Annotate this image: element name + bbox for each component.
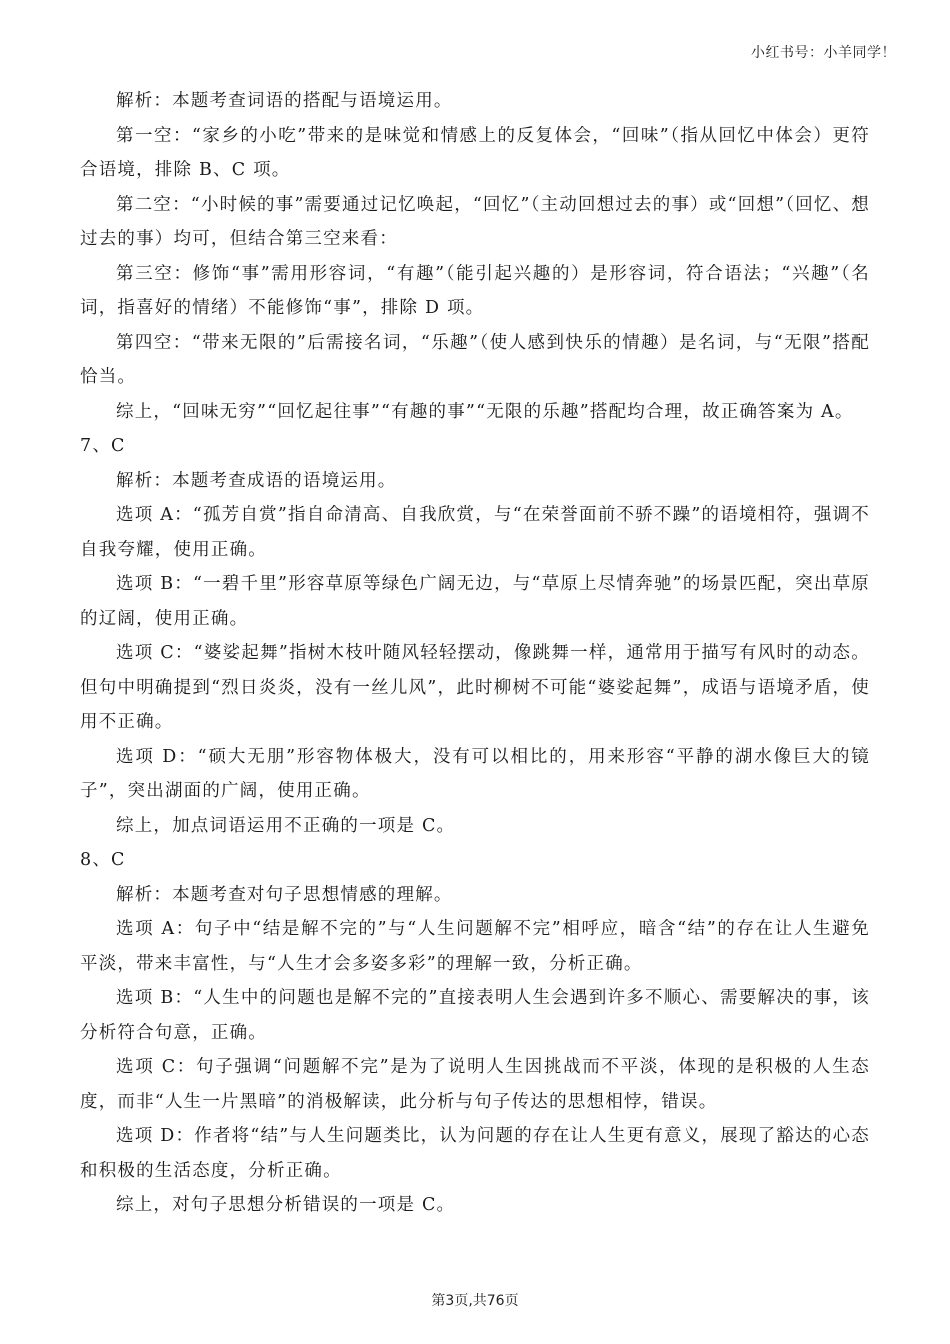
paragraph: 选项 B：“一碧千里”形容草原等绿色广阔无边，与“草原上尽情奔驰”的场景匹配，突出草原的辽阔，使用正确。 [80, 574, 870, 629]
paragraph: 第四空：“带来无限的”后需接名词，“乐趣”（使人感到快乐的情趣）是名词，与“无限”搭配恰当。 [80, 332, 870, 387]
question-number: 7、C [80, 436, 126, 456]
paragraph: 综上，“回味无穷”“回忆起往事”“有趣的事”“无限的乐趣”搭配均合理，故正确答案为 A。 [116, 401, 854, 422]
paragraph: 第二空：“小时候的事”需要通过记忆唤起，“回忆”（主动回想过去的事）或“回想”（回忆、想过去的事）均可，但结合第三空来看： [80, 194, 870, 249]
paragraph: 解析：本题考查成语的语境运用。 [116, 470, 397, 491]
paragraph: 第三空：修饰“事”需用形容词，“有趣”（能引起兴趣的）是形容词，符合语法；“兴趣”（名词，指喜好的情绪）不能修饰“事”，排除 D 项。 [80, 263, 870, 318]
page-number: 第3页,共76页 [431, 1293, 519, 1309]
document-body [80, 84, 870, 1223]
paragraph: 综上，对句子思想分析错误的一项是 C。 [116, 1195, 456, 1215]
paragraph: 选项 D：作者将“结”与人生问题类比，认为问题的存在让人生更有意义，展现了豁达的心态和积极的生活态度，分析正确。 [80, 1126, 870, 1181]
paragraph: 选项 A：“孤芳自赏”指自命清高、自我欣赏，与“在荣誉面前不骄不躁”的语境相符，强调不自我夸耀，使用正确。 [80, 505, 870, 560]
paragraph: 选项 A：句子中“结是解不完的”与“人生问题解不完”相呼应，暗含“结”的存在让人生避免平淡，带来丰富性，与“人生才会多姿多彩”的理解一致，分析正确。 [80, 919, 870, 974]
paragraph: 选项 C：句子强调“问题解不完”是为了说明人生因挑战而不平淡，体现的是积极的人生态度，而非“人生一片黑暗”的消极解读，此分析与句子传达的思想相悖，错误。 [80, 1057, 870, 1112]
paragraph: 选项 D：“硕大无朋”形容物体极大，没有可以相比的，用来形容“平静的湖水像巨大的镜子”，突出湖面的广阔，使用正确。 [80, 746, 870, 801]
paragraph: 综上，加点词语运用不正确的一项是 C。 [116, 815, 456, 836]
watermark-label: 小红书号：小羊同学！ [751, 45, 896, 61]
paragraph: 第一空：“家乡的小吃”带来的是味觉和情感上的反复体会，“回味”（指从回忆中体会）更符合语境，排除 B、C 项。 [80, 125, 870, 180]
question-number: 8、C [80, 850, 126, 870]
paragraph: 解析：本题考查对句子思想情感的理解。 [116, 884, 453, 905]
paragraph: 选项 C：“婆娑起舞”指树木枝叶随风轻轻摆动，像跳舞一样，通常用于描写有风时的动态。但句中明确提到“烈日炎炎，没有一丝儿风”，此时柳树不可能“婆娑起舞”，成语与语境矛盾，使用不正确。 [80, 643, 870, 732]
paragraph: 选项 B：“人生中的问题也是解不完的”直接表明人生会遇到许多不顺心、需要解决的事，该分析符合句意，正确。 [80, 988, 870, 1043]
paragraph: 解析：本题考查词语的搭配与语境运用。 [116, 91, 453, 111]
